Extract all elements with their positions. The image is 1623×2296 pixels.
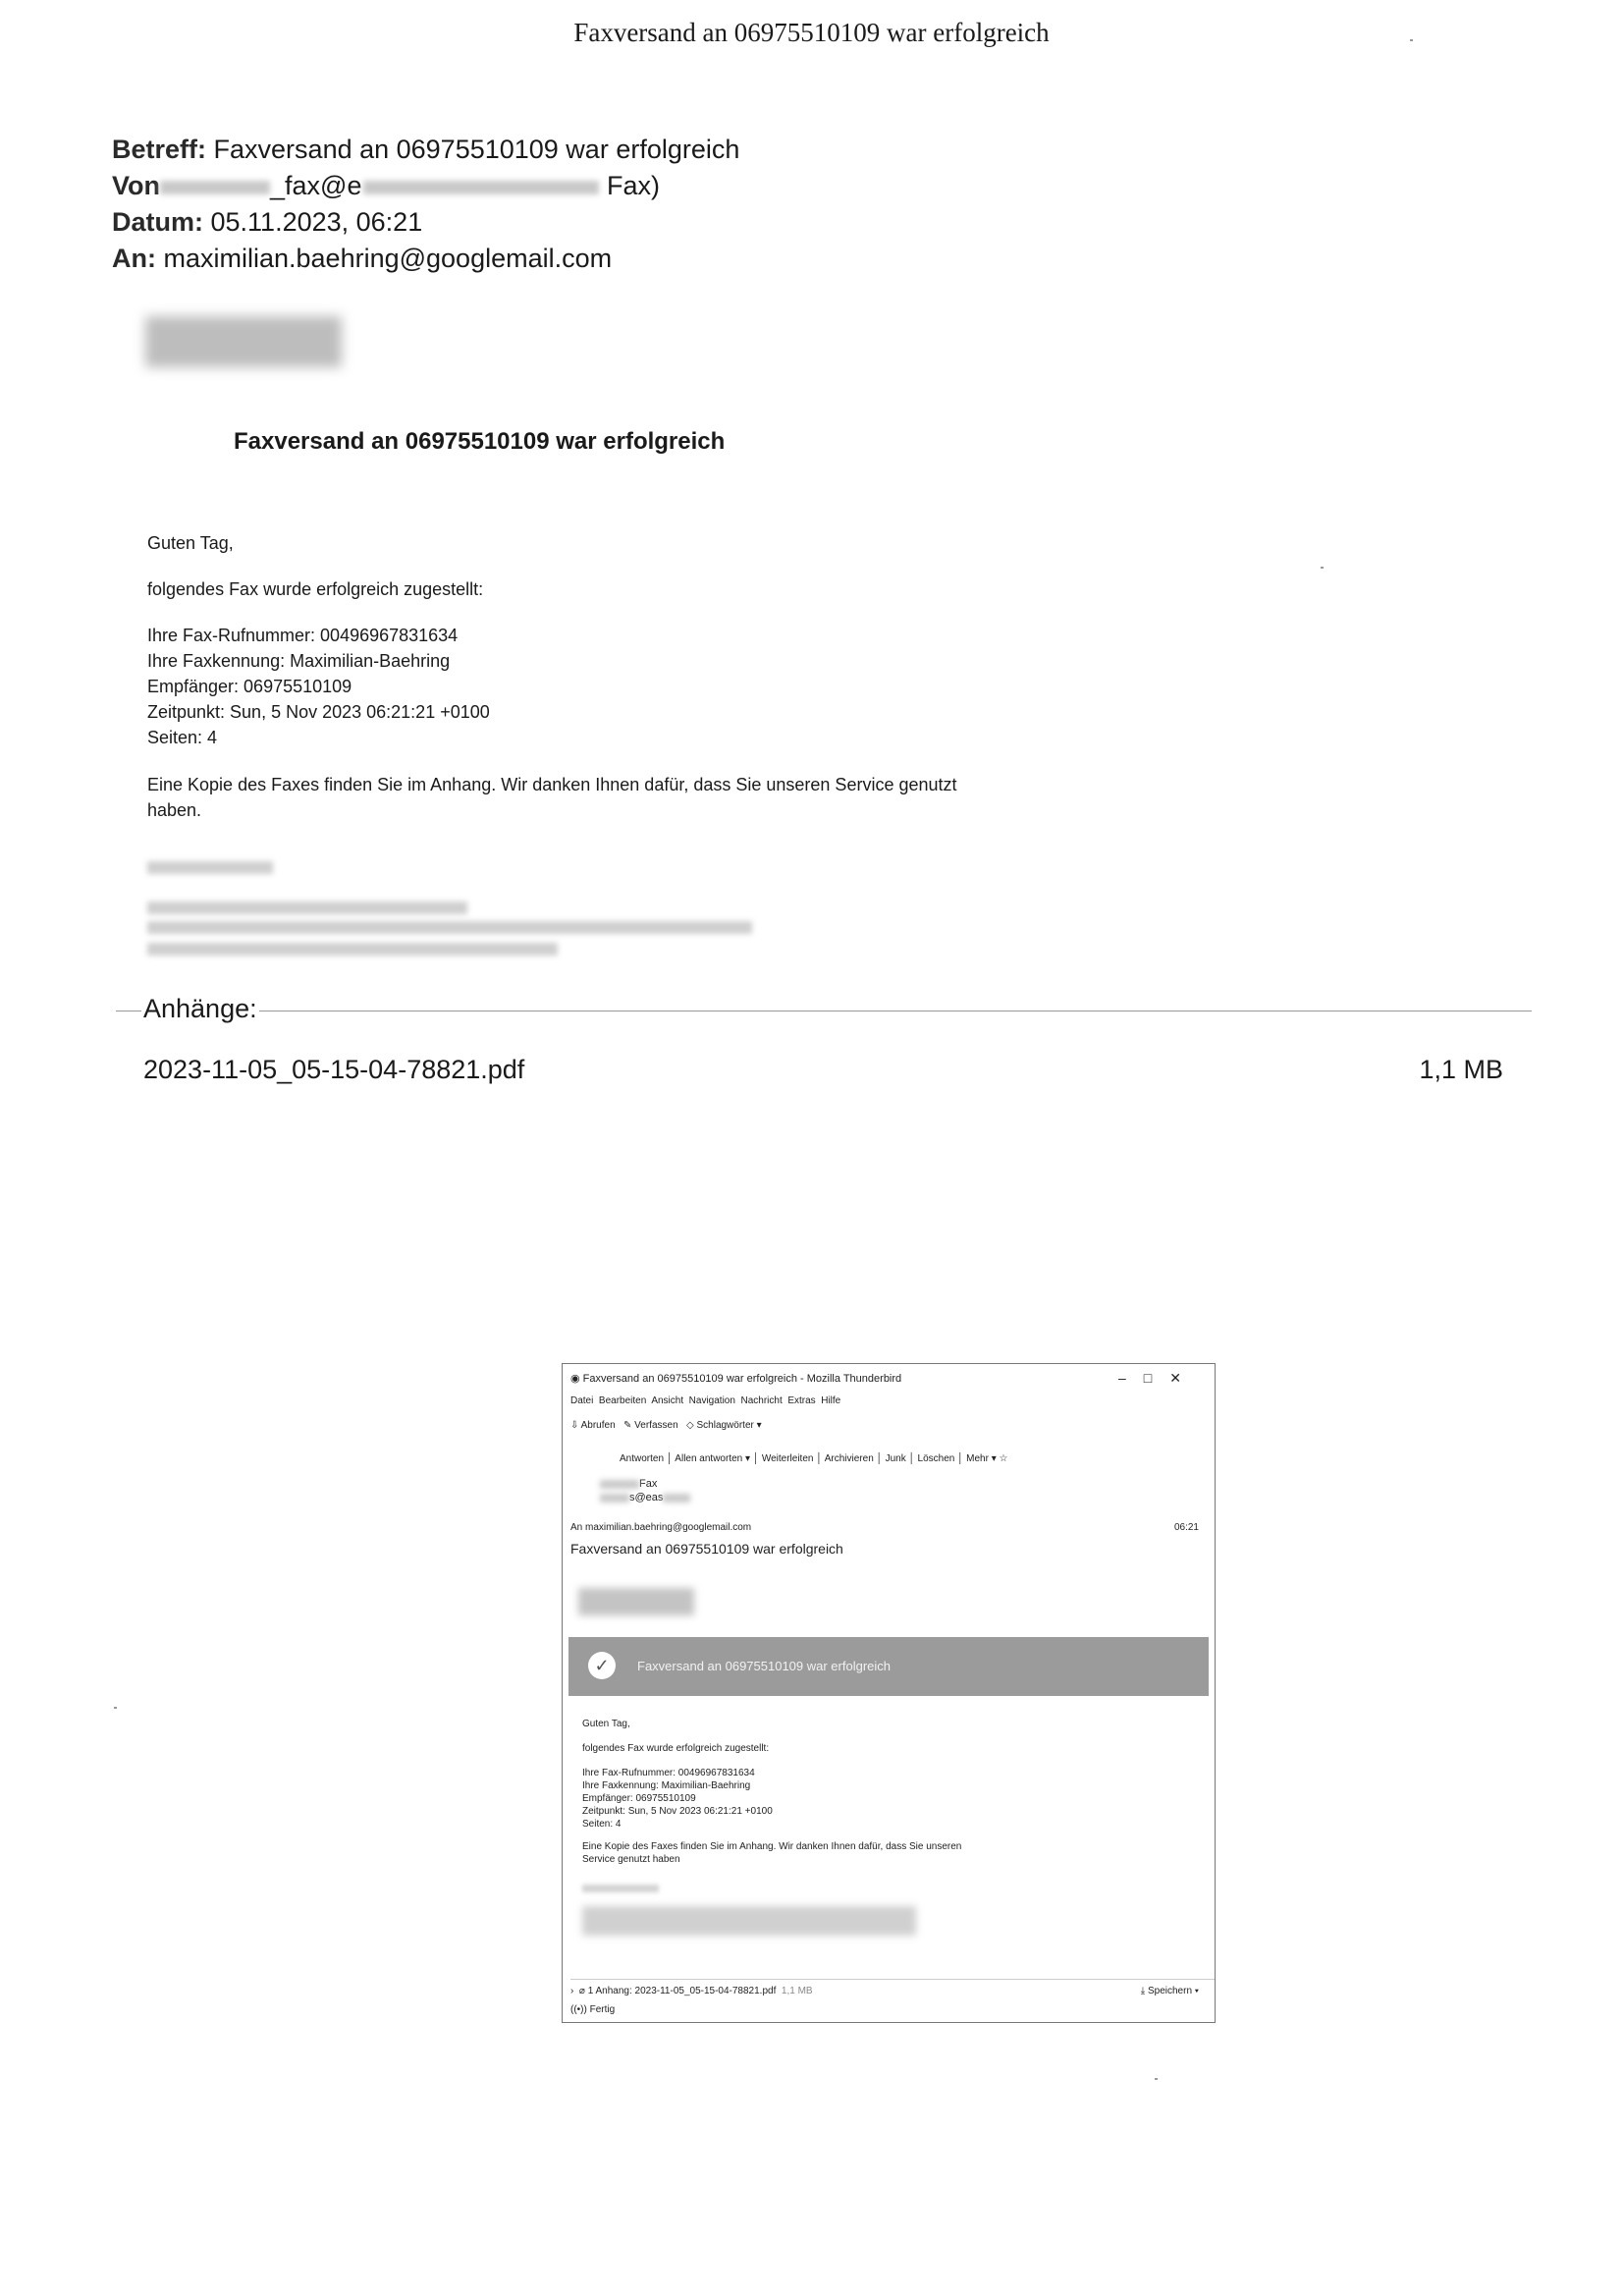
- save-label: Speichern: [1147, 1986, 1193, 1996]
- closing-line: Eine Kopie des Faxes finden Sie im Anhang. Wir danken Ihnen dafür, dass Sie unseren Service genutzt: [147, 775, 957, 794]
- mini-detail-line: Ihre Fax-Rufnummer: 00496967831634: [582, 1768, 755, 1778]
- to-label: An: [570, 1522, 583, 1533]
- to-row: [570, 1522, 1215, 1533]
- thunderbird-icon: ◉: [570, 1373, 580, 1385]
- redacted-logo: [145, 316, 342, 367]
- menu-item[interactable]: Datei: [570, 1395, 594, 1406]
- datum-label: Datum:: [112, 207, 203, 237]
- redacted-sender: [600, 1480, 639, 1489]
- more-button[interactable]: Mehr: [966, 1453, 989, 1464]
- mini-attachment[interactable]: 1 Anhang: 2023-11-05_05-15-04-78821.pdf: [587, 1986, 777, 1996]
- redacted-domain: [363, 181, 599, 194]
- datum-value: 05.11.2023, 06:21: [210, 207, 423, 237]
- header-betreff: [112, 132, 739, 168]
- save-button[interactable]: ⤓ Speichern ▾: [1140, 1986, 1199, 1996]
- attachments-label: Anhänge:: [143, 994, 257, 1023]
- mini-greeting: Guten Tag,: [582, 1719, 630, 1729]
- main-toolbar: ⇩ Abrufen ✎ Verfassen ◇ Schlagwörter ▾: [570, 1420, 762, 1431]
- betreff-value: Faxversand an 06975510109 war erfolgreich: [213, 135, 740, 164]
- menu-item[interactable]: Extras: [787, 1395, 816, 1406]
- menu-item[interactable]: Nachricht: [740, 1395, 783, 1406]
- scan-speck: [1321, 567, 1324, 569]
- schlagwoerter-button[interactable]: Schlagwörter: [696, 1420, 754, 1431]
- mini-detail-line: Zeitpunkt: Sun, 5 Nov 2023 06:21:21 +0100: [582, 1806, 773, 1817]
- attachment-filename[interactable]: 2023-11-05_05-15-04-78821.pdf: [143, 1055, 525, 1084]
- from-row: [576, 1478, 1215, 1490]
- status-bar: [570, 2004, 1215, 2015]
- reply-all-button[interactable]: Allen antworten: [675, 1453, 743, 1464]
- thunderbird-screenshot: [562, 1363, 1216, 2023]
- success-banner: [568, 1637, 1209, 1696]
- scan-speck: [1155, 2078, 1158, 2080]
- junk-button[interactable]: Junk: [885, 1453, 906, 1464]
- forward-button[interactable]: Weiterleiten: [761, 1453, 814, 1464]
- von-label: Von: [112, 171, 160, 200]
- header-datum: [112, 204, 422, 241]
- redacted-signature: [147, 902, 467, 914]
- detail-line: Ihre Fax-Rufnummer: 00496967831634: [147, 626, 459, 645]
- betreff-label: Betreff:: [112, 135, 207, 164]
- star-icon[interactable]: ☆: [999, 1453, 1008, 1464]
- scan-speck: [1410, 39, 1413, 41]
- banner-text: Faxversand an 06975510109 war erfolgreich: [637, 1659, 892, 1673]
- intro: folgendes Fax wurde erfolgreich zugestellt:: [147, 579, 484, 599]
- closing-line: haben.: [147, 800, 202, 820]
- an-value: maximilian.baehring@googlemail.com: [163, 244, 613, 273]
- pencil-icon: ✎: [623, 1420, 632, 1431]
- von-fragment-1: _fax@e: [270, 171, 362, 200]
- page-title: Faxversand an 06975510109 war erfolgreich: [573, 18, 1050, 47]
- redacted-address: [600, 1494, 629, 1503]
- archive-button[interactable]: Archivieren: [824, 1453, 874, 1464]
- header-von: [112, 168, 660, 204]
- detail-line: Ihre Faxkennung: Maximilian-Baehring: [147, 651, 451, 671]
- mini-closing: [582, 1840, 961, 1866]
- redacted-signature: [582, 1885, 659, 1892]
- detail-line: Empfänger: 06975510109: [147, 677, 352, 696]
- detail-line: Zeitpunkt: Sun, 5 Nov 2023 06:21:21 +0100: [147, 702, 490, 722]
- menu-item[interactable]: Ansicht: [651, 1395, 684, 1406]
- redacted-signature: [147, 921, 752, 934]
- window-title: Faxversand an 06975510109 war erfolgreich - Mozilla Thunderbird: [582, 1373, 902, 1385]
- wifi-icon: ((•)): [570, 2004, 587, 2015]
- abrufen-button[interactable]: Abrufen: [580, 1420, 616, 1431]
- closing: [147, 772, 957, 823]
- redacted-logo: [578, 1588, 694, 1615]
- attachment-bar: [570, 1979, 1215, 1996]
- paperclip-icon: ⌀: [578, 1986, 585, 1996]
- status-text: Fertig: [589, 2004, 616, 2015]
- mini-closing-line: Service genutzt haben: [582, 1854, 680, 1865]
- mini-detail-line: Ihre Faxkennung: Maximilian-Baehring: [582, 1780, 751, 1791]
- redacted-signature: [147, 861, 273, 874]
- menu-item[interactable]: Bearbeiten: [598, 1395, 647, 1406]
- checkmark-icon: ✓: [588, 1652, 616, 1679]
- von-fragment-2: Fax): [606, 171, 660, 200]
- chevron-right-icon[interactable]: ›: [570, 1986, 574, 1996]
- detail-line: Seiten: 4: [147, 728, 218, 747]
- mini-intro: folgendes Fax wurde erfolgreich zugestellt:: [582, 1743, 770, 1754]
- redacted-address: [663, 1494, 690, 1503]
- to-value: maximilian.baehring@googlemail.com: [585, 1522, 752, 1533]
- header-an: [112, 241, 612, 277]
- tag-icon: ◇: [686, 1420, 694, 1431]
- mini-detail-line: Seiten: 4: [582, 1819, 622, 1830]
- from-address: s@eas: [629, 1492, 664, 1503]
- download-icon: ⇩: [570, 1420, 579, 1431]
- mini-closing-line: Eine Kopie des Faxes finden Sie im Anhang. Wir danken Ihnen dafür, dass Sie unseren: [582, 1841, 962, 1852]
- mini-attachment-size: 1,1 MB: [781, 1986, 813, 1996]
- an-label: An:: [112, 244, 156, 273]
- greeting: Guten Tag,: [147, 533, 234, 553]
- window-titlebar: [570, 1372, 1215, 1385]
- window-controls-icon[interactable]: –□✕: [1118, 1370, 1199, 1386]
- mini-detail-line: Empfänger: 06975510109: [582, 1793, 696, 1804]
- from-address-row: [600, 1492, 1215, 1503]
- message-actions: Antworten │ Allen antworten ▾ │ Weiterleiten │ Archivieren │ Junk │ Löschen │ Mehr ▾ ☆: [620, 1453, 1008, 1464]
- verfassen-button[interactable]: Verfassen: [634, 1420, 678, 1431]
- reply-button[interactable]: Antworten: [620, 1453, 665, 1464]
- redacted-signature: [147, 943, 558, 956]
- attachment-size: 1,1 MB: [1419, 1055, 1503, 1084]
- redacted-name: [160, 181, 270, 194]
- menu-item[interactable]: Hilfe: [821, 1395, 841, 1406]
- details-block: [147, 623, 490, 750]
- message-heading: Faxversand an 06975510109 war erfolgreich: [234, 428, 726, 455]
- screenshot-subject: Faxversand an 06975510109 war erfolgreich: [570, 1541, 843, 1557]
- menu-bar: [570, 1395, 1215, 1406]
- scan-speck: [114, 1707, 117, 1709]
- menu-item[interactable]: Navigation: [688, 1395, 735, 1406]
- delete-button[interactable]: Löschen: [917, 1453, 955, 1464]
- mini-details: [582, 1767, 773, 1831]
- message-time: 06:21: [1173, 1522, 1199, 1533]
- redacted-signature: [582, 1906, 916, 1936]
- from-suffix: Fax: [639, 1478, 658, 1490]
